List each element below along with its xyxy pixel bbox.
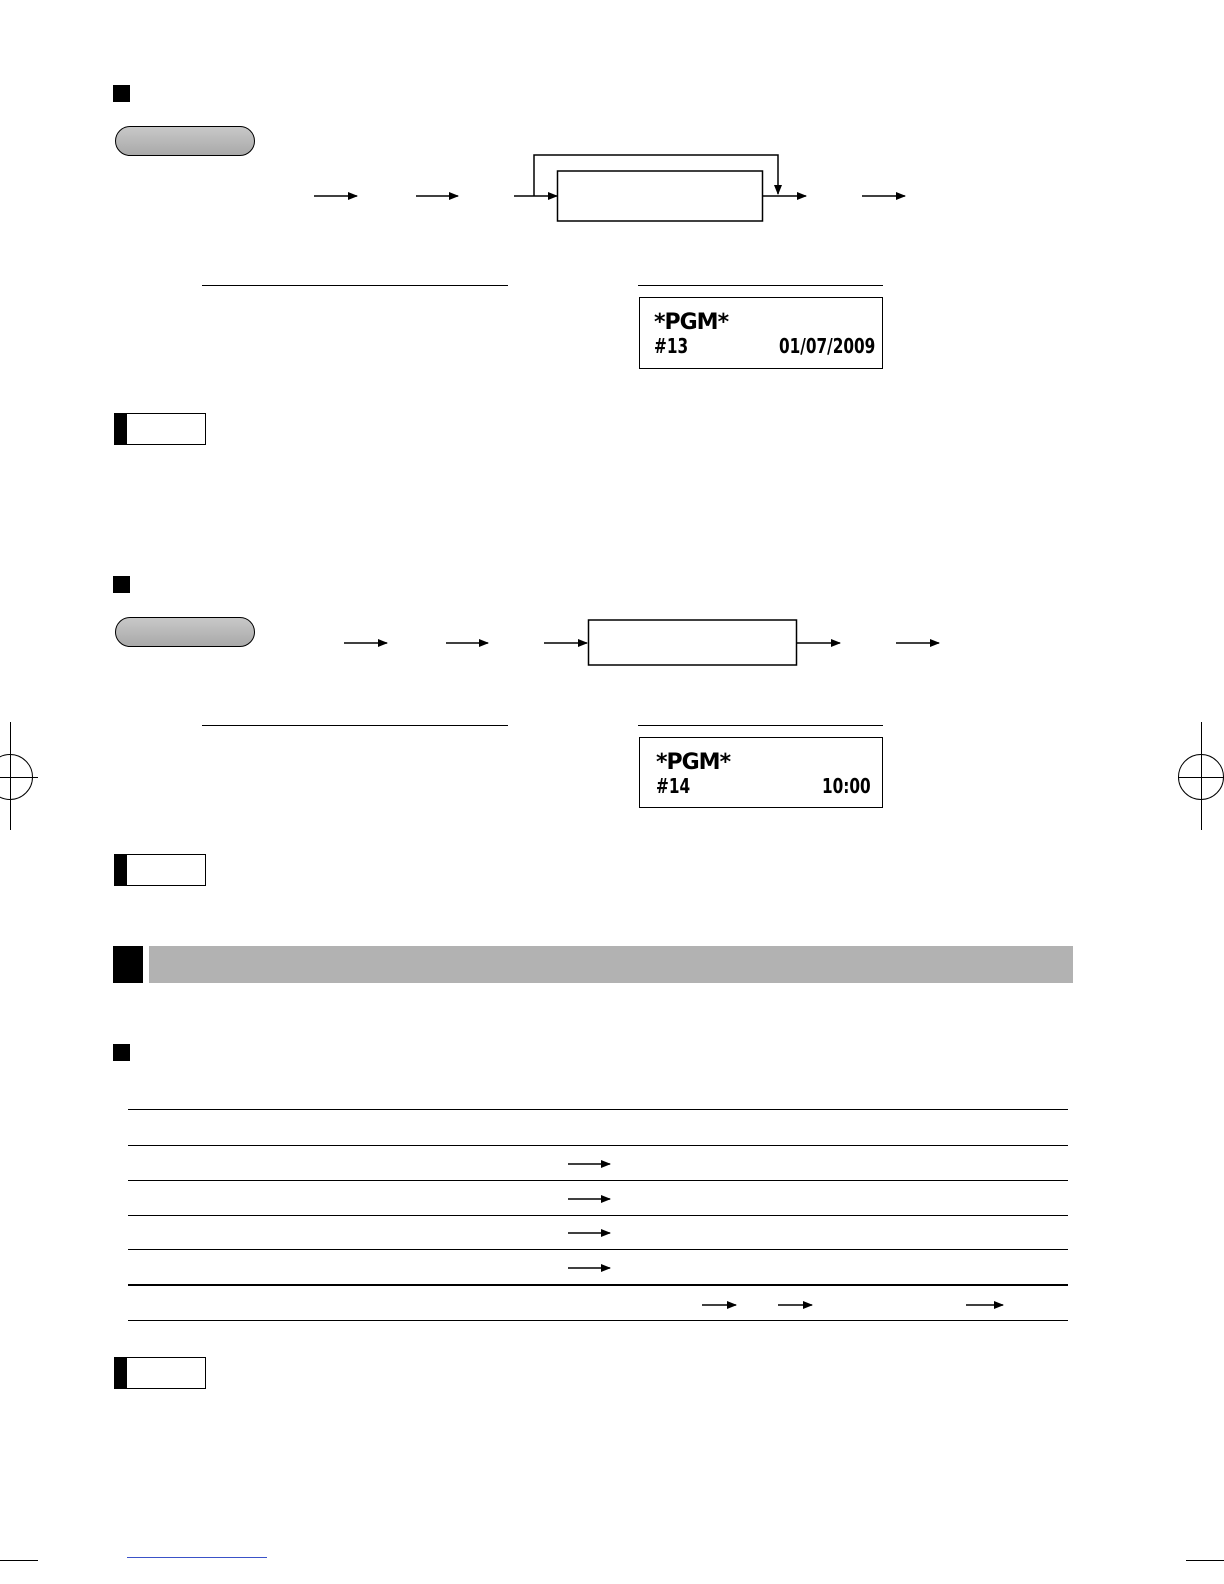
display-2-code: #14 bbox=[656, 774, 691, 798]
display-1-value: 01/07/2009 bbox=[779, 334, 876, 358]
registration-mark-right-hline bbox=[1178, 777, 1224, 778]
section-2-bullet bbox=[113, 576, 130, 593]
display-1-title: *PGM* bbox=[654, 310, 729, 335]
section-1-example-rule bbox=[202, 285, 508, 286]
registration-mark-right-vline bbox=[1201, 722, 1202, 830]
registration-mark-left-vline bbox=[10, 722, 11, 830]
section-1-display-rule bbox=[638, 285, 883, 286]
section-2-display bbox=[639, 737, 883, 808]
table-top-rule bbox=[128, 1109, 1068, 1110]
section-2-display-rule bbox=[638, 725, 883, 726]
section-3-bullet bbox=[113, 1044, 130, 1061]
table-arrows bbox=[560, 1150, 1020, 1315]
section-3-number-block bbox=[113, 946, 143, 983]
section-3-note-badge bbox=[114, 1357, 206, 1389]
section-1-bullet bbox=[113, 85, 130, 102]
section-1-note-badge bbox=[114, 413, 206, 445]
section-2-note-badge bbox=[114, 854, 206, 886]
display-2-value: 10:00 bbox=[822, 774, 871, 798]
section-3-heading-banner bbox=[149, 946, 1073, 983]
footer-blue-rule bbox=[127, 1557, 267, 1558]
section-1-mode-badge bbox=[115, 126, 255, 156]
section-2-mode-badge bbox=[115, 617, 255, 647]
table-bottom-rule bbox=[128, 1320, 1068, 1321]
display-1-code: #13 bbox=[654, 334, 689, 358]
table-header-rule bbox=[128, 1145, 1068, 1146]
section-2-example-rule bbox=[202, 725, 508, 726]
section-1-key-sequence bbox=[300, 150, 940, 230]
display-2-title: *PGM* bbox=[656, 750, 731, 775]
seq1-input-box bbox=[558, 171, 763, 221]
section-2-key-sequence bbox=[330, 610, 950, 680]
crop-mark-bottom-left bbox=[0, 1560, 38, 1561]
crop-mark-bottom-right bbox=[1186, 1560, 1224, 1561]
section-1-display bbox=[639, 297, 883, 369]
seq2-input-box bbox=[589, 620, 797, 665]
registration-mark-left-hline bbox=[0, 777, 38, 778]
